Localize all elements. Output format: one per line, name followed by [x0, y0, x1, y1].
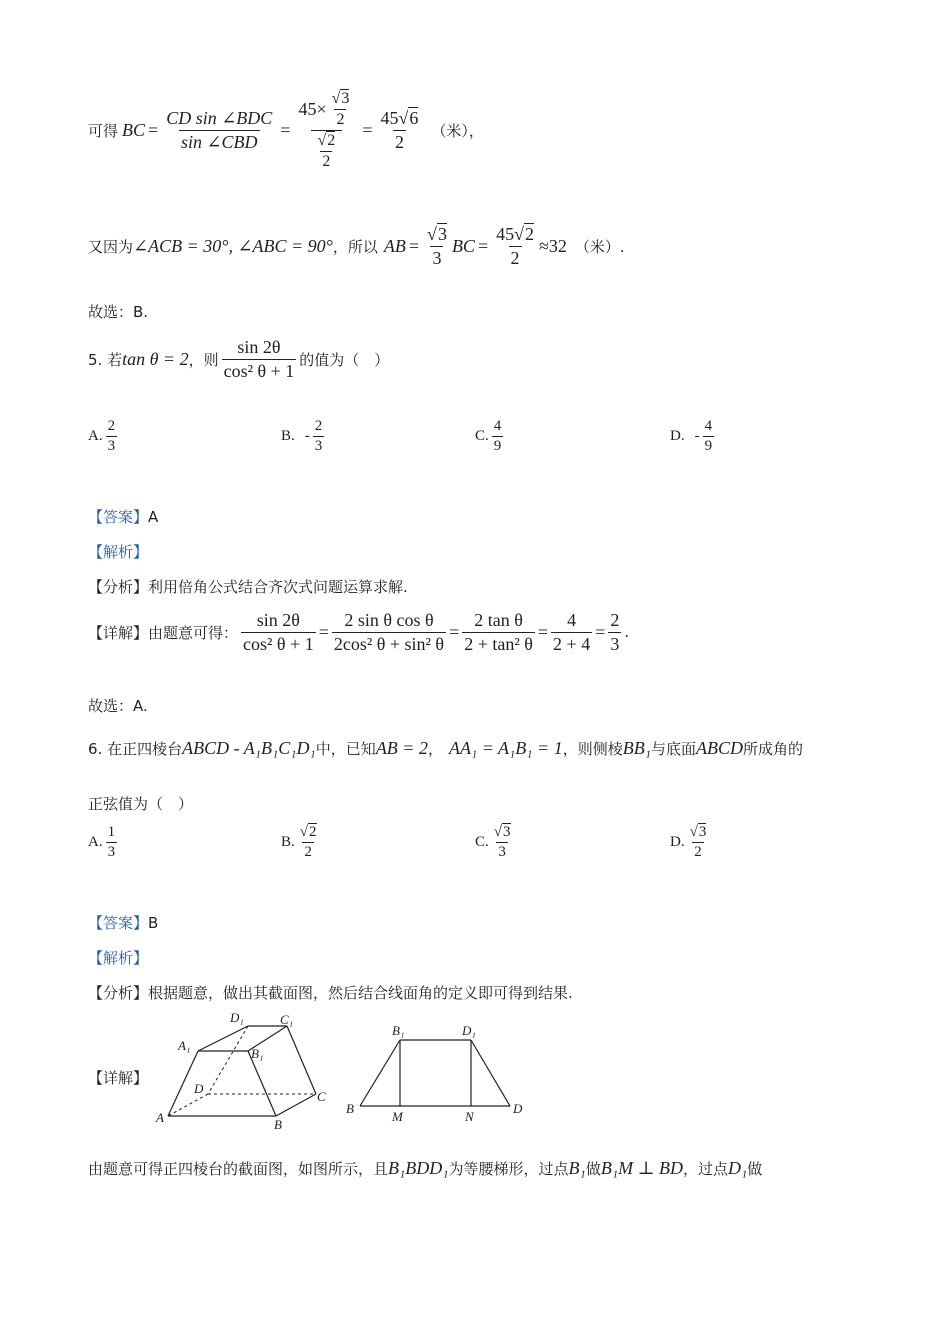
last-line-text-3: 做: [585, 1159, 601, 1178]
last-line-text-1: 由题意可得正四棱台的截面图，如图所示，且: [88, 1159, 389, 1178]
label-D1: D₁: [230, 1010, 244, 1025]
q6-solid: ABCD - A₁B₁C₁D₁: [182, 737, 316, 758]
q5-detail-tag: 【详解】: [88, 623, 149, 642]
q6-option-a[interactable]: A. $\frac{1}{3}$: [88, 824, 116, 860]
q5-expression: $\frac{\sin 2\theta}{\text{cos² θ + 1}}$: [223, 336, 295, 381]
q5-option-c[interactable]: C. $\frac{4}{9}$: [475, 418, 502, 454]
label-D1-section: D₁: [462, 1023, 476, 1038]
last-line-text-2: 为等腰梯形，过点: [448, 1159, 569, 1178]
q6-last-line: [88, 1150, 762, 1186]
bc-fraction-2: 45× $\frac{√3}{2}$ $\frac{√2}{2}$: [298, 89, 350, 170]
bc-fraction-3: $\frac{45√6}{2}$: [380, 107, 419, 152]
bc-unit: （米），: [431, 121, 484, 140]
ab-unit: （米）.: [574, 237, 625, 256]
label-D-section: D: [513, 1101, 523, 1116]
bc-lhs: BC: [122, 119, 146, 140]
q5-step-3: $\frac{\text{2 tan θ}}{\text{2 + tan² θ}}$: [464, 609, 533, 654]
q5-analysis: 【分析】利用倍角公式结合齐次式问题运算求解.: [88, 578, 408, 596]
q5-step-5: $\frac{2}{3}$: [610, 609, 620, 654]
last-line-text-5: 做: [747, 1159, 763, 1178]
frustum-figure: [150, 1008, 340, 1136]
ab-bc: BC: [451, 235, 475, 256]
q6-jiexi-tag: 【解析】: [88, 949, 149, 967]
q6-analysis: 【分析】根据题意，做出其截面图，然后结合线面角的定义即可得到结果.: [88, 984, 573, 1002]
q6-bb: BB₁: [622, 737, 651, 758]
label-A1: A₁: [178, 1038, 191, 1053]
q5-option-b[interactable]: B. - $\frac{2}{3}$: [281, 418, 323, 454]
q5-detail: 【详解】 由题意可得： $\frac{\sin 2\theta}{\text{cos² θ + 1}}$ = $\frac{\text{2 sin θ cos θ}}{\text{2cos² θ + sin² θ}}$ = $\frac{\text{2 tan θ}}{\text{2 + tan² θ}}$ = $\frac{4}{2 + 4}$ = $\frac{2}{3}$ .: [88, 609, 630, 654]
label-B-section: B: [346, 1101, 354, 1116]
q6-suffix: 所成角的: [742, 739, 803, 758]
q6-detail-tag: 【详解】: [88, 1069, 149, 1087]
label-C1: C₁: [280, 1012, 294, 1027]
q6-comma: ，: [427, 739, 443, 758]
q5-condition: tan θ = 2: [122, 348, 189, 369]
q6-mid1: 中，已知: [315, 739, 376, 758]
q5-jiexi-tag: 【解析】: [88, 543, 149, 561]
q5-answer: 【答案】A: [88, 508, 159, 526]
label-D: D: [194, 1081, 204, 1096]
q6-stem-line2: 正弦值为（ ）: [88, 795, 194, 813]
q6-mid2: ，则侧棱: [562, 739, 623, 758]
label-B1: B₁: [251, 1046, 264, 1061]
q6-option-c[interactable]: C. $\frac{√3}{3}$: [475, 824, 511, 860]
label-A: A: [156, 1110, 164, 1125]
last-line-point-b1: B₁: [568, 1157, 586, 1178]
q6-option-d[interactable]: D. $\frac{√3}{2}$: [670, 824, 707, 860]
q5-options: [88, 418, 848, 470]
q6-option-b[interactable]: B. $\frac{√2}{2}$: [281, 824, 317, 860]
label-C: C: [317, 1089, 326, 1104]
trapezoid-figure: [340, 1018, 540, 1128]
label-N-section: N: [465, 1109, 474, 1124]
q6-abcd: ABCD: [695, 737, 743, 758]
bc-derivation-line: 可得 BC = $\frac{\text{CD sin ∠BDC}}{\text{sin ∠CBD}}$ = 45× $\frac{√3}{2}$ $\frac{√2}{2}$ = $\frac{45√6}{2}$ （米），: [88, 89, 484, 170]
q6-ab: AB = 2: [375, 737, 428, 758]
ab-approx: ≈32: [539, 235, 567, 256]
label-B: B: [274, 1117, 282, 1132]
q5-step-1: $\frac{\sin 2\theta}{\text{cos² θ + 1}}$: [243, 609, 314, 654]
label-B1-section: B₁: [392, 1023, 405, 1038]
answer-conclusion-4: 故选：B.: [88, 303, 149, 321]
angle-conditions: ∠ACB = 30°, ∠ABC = 90°: [133, 235, 333, 256]
ab-coefficient: $\frac{√3}{3}$: [427, 223, 447, 268]
q6-answer: 【答案】B: [88, 914, 159, 932]
ab-result: $\frac{45√2}{2}$: [496, 223, 534, 268]
q5-detail-end: .: [624, 623, 630, 641]
bc-prefix: 可得: [88, 121, 119, 140]
q5-option-d[interactable]: D. - $\frac{4}{9}$: [670, 418, 713, 454]
q5-conclusion: 故选：A.: [88, 697, 148, 715]
ab-prefix: 又因为: [88, 237, 134, 256]
bc-fraction-1: $\frac{\text{CD sin ∠BDC}}{\text{sin ∠CBD}}$: [166, 107, 273, 152]
q6-options: [88, 824, 848, 880]
q5-comma: ，则: [188, 350, 219, 369]
q5-detail-prefix: 由题意可得：: [148, 623, 239, 642]
q5-step-4: $\frac{4}{2 + 4}$: [553, 609, 591, 654]
last-line-trapezoid: B₁BDD₁: [388, 1157, 449, 1178]
last-line-point-d1: D₁: [728, 1157, 748, 1178]
q5-step-2: $\frac{\text{2 sin θ cos θ}}{\text{2cos² θ + sin² θ}}$: [333, 609, 445, 654]
q5-stem: [88, 334, 389, 384]
last-line-text-4: ，过点: [683, 1159, 729, 1178]
ab-lhs: AB: [383, 235, 406, 256]
q5-number: 5. 若: [88, 350, 123, 369]
q5-stem-suffix: 的值为（ ）: [299, 350, 390, 369]
q5-option-a[interactable]: A. $\frac{2}{3}$: [88, 418, 116, 454]
q6-stem: [88, 730, 803, 766]
ab-derivation-line: 又因为 ∠ACB = 30°, ∠ABC = 90° ，所以 AB = $\frac{√3}{3}$ BC = $\frac{45√2}{2}$ ≈32 （米）.: [88, 223, 625, 268]
label-M-section: M: [392, 1109, 403, 1124]
q6-aa: AA₁ = A₁B₁ = 1: [448, 737, 563, 758]
q6-number: 6. 在正四棱台: [88, 739, 183, 758]
last-line-perp: B₁M ⊥ BD: [600, 1157, 683, 1178]
q6-mid3: 与底面: [650, 739, 696, 758]
ab-mid: ，所以: [332, 237, 378, 256]
